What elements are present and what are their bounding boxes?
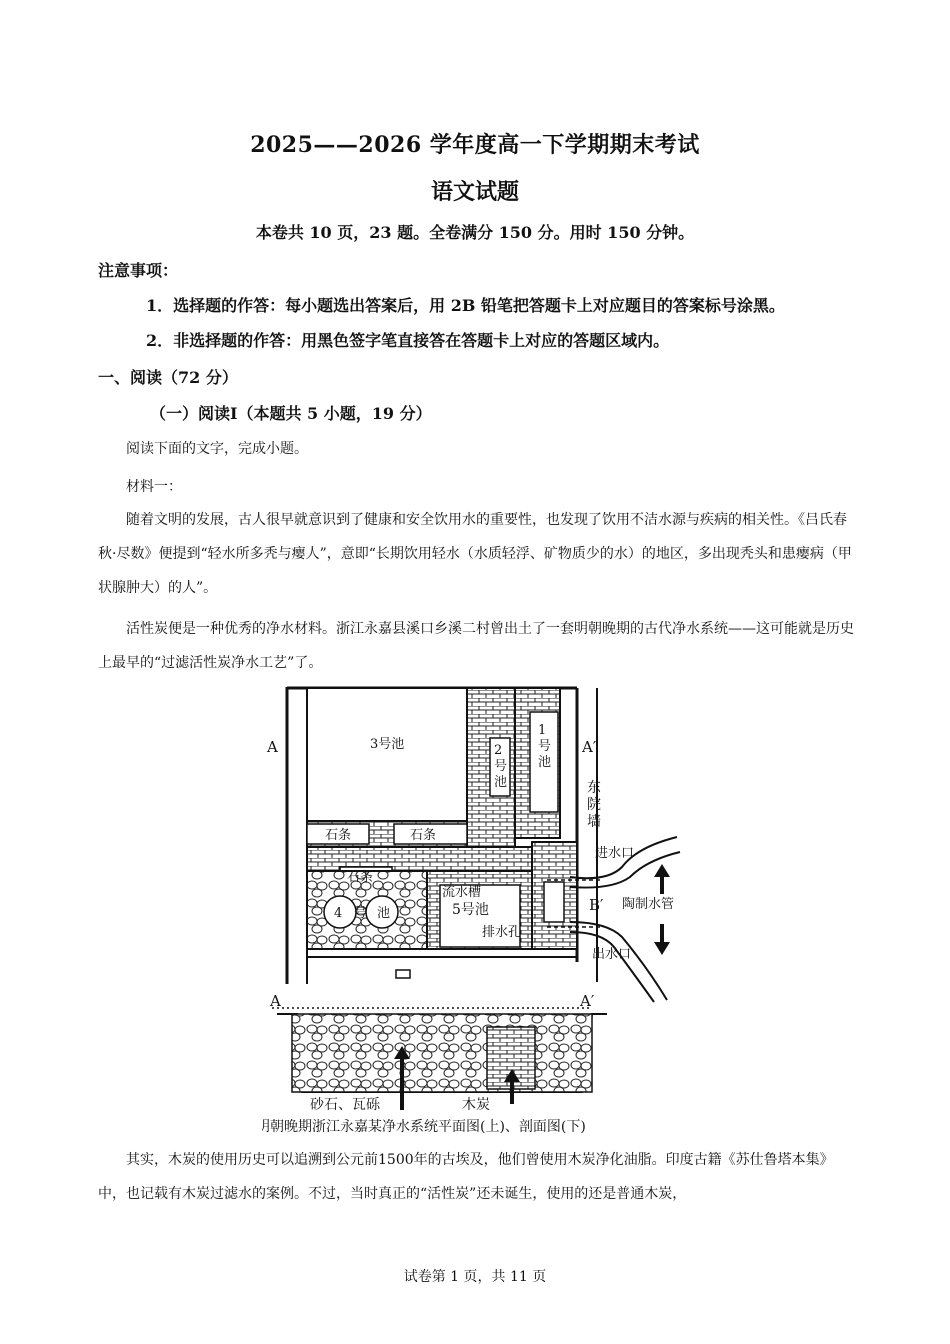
paragraph-3: 其实，木炭的使用历史可以追溯到公元前1500年的古埃及，他们曾使用木炭净化油脂。印度古籍《苏仕鲁塔本集》中，也记载有木炭过滤水的案例。不过，当时真正的“活性炭”还未诞生，使用的还是普通木炭，: [98, 1152, 834, 1202]
notes-heading: 注意事项：: [98, 261, 179, 280]
east-wall-char-3: 墙: [587, 814, 601, 830]
pool-5-label: 5号池: [452, 902, 489, 918]
pool-4-char-2: 号: [354, 906, 368, 921]
pool-4-char-1: 4: [334, 906, 343, 921]
paragraph-2: 活性炭便是一种优秀的净水材料。浙江永嘉县溪口乡溪二村曾出土了一套明朝晚期的古代净水系统——这可能就是历史上最早的“过滤活性炭净水工艺”了。: [98, 621, 854, 671]
note-item: 2．非选择题的作答：用黑色签字笔直接答在答题卡上对应的答题区域内。: [146, 331, 670, 350]
pool-2-char-2: 号: [494, 759, 508, 774]
gravel-label: 砂石、瓦砾: [310, 1097, 380, 1113]
east-wall-char-1: 东: [587, 780, 601, 796]
drain-label: 排水孔: [482, 925, 522, 940]
section-label-a-prime: A′: [580, 992, 595, 1010]
pipe-label: 陶制水管: [622, 897, 675, 912]
stone-strip-label: 石条: [347, 870, 374, 885]
trough-label: 流水槽: [442, 885, 482, 900]
outlet-label: 出水口: [592, 947, 632, 962]
stone-strip-label: 石条: [325, 828, 352, 843]
exam-subtitle: 语文试题: [430, 179, 519, 205]
section-label-a: A: [270, 992, 281, 1010]
water-system-figure: [262, 682, 692, 1144]
section-subtitle: （一）阅读Ⅰ（本题共 5 小题，19 分）: [150, 404, 432, 423]
label-b-prime: B′: [589, 896, 604, 914]
paragraph-1: 随着文明的发展，古人很早就意识到了健康和安全饮用水的重要性，也发现了饮用不洁水源与疾病的相关性。《吕氏春秋·尽数》便提到“轻水所多秃与瘿人”，意即“长期饮用轻水（水质轻浮、矿物质少的水）的地区，多出现秃头和患瘿病（甲状腺肿大）的人”。: [98, 512, 852, 596]
label-a: A: [267, 738, 278, 756]
east-wall-char-2: 院: [587, 797, 601, 813]
charcoal-label: 木炭: [462, 1097, 490, 1113]
pool-4-char-3: 池: [377, 906, 391, 921]
pool-3-label: 3号池: [370, 737, 405, 752]
exam-title: 2025——2026 学年度高一下学期期末考试: [250, 132, 700, 158]
figure-caption: 明朝晚期浙江永嘉某净水系统平面图(上)、剖面图(下): [262, 1119, 586, 1135]
note-item: 1．选择题的作答：每小题选出答案后，用 2B 铅笔把答题卡上对应题目的答案标号涂黑。: [146, 296, 785, 315]
page-footer: 试卷第 1 页，共 11 页: [403, 1269, 547, 1285]
instruction: 阅读下面的文字，完成小题。: [126, 441, 308, 457]
stone-strip-label: 石条: [410, 828, 437, 843]
section-title: 一、阅读（72 分）: [98, 368, 238, 387]
inlet-label: 进水口: [595, 846, 635, 861]
pool-1-char-1: 1: [538, 723, 547, 738]
pool-2-char-1: 2: [494, 743, 503, 758]
pool-2-char-3: 池: [494, 775, 508, 790]
label-a-prime: A′: [582, 738, 597, 756]
pool-1-char-3: 池: [538, 755, 552, 770]
material-label: 材料一：: [126, 479, 182, 495]
exam-meta: 本卷共 10 页，23 题。全卷满分 150 分。用时 150 分钟。: [255, 223, 695, 242]
pool-1-char-2: 号: [538, 739, 552, 754]
